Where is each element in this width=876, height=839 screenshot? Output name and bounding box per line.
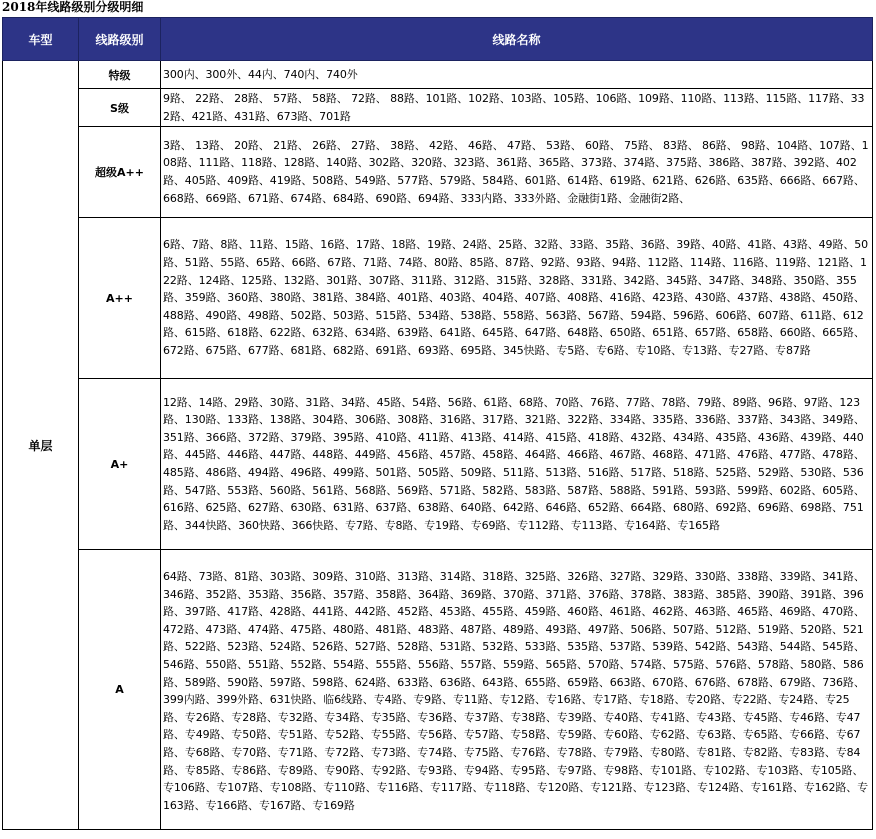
level-cell: 特级 — [79, 61, 161, 89]
level-cell: A — [79, 550, 161, 830]
header-line-names: 线路名称 — [161, 18, 873, 61]
table-row — [3, 550, 873, 830]
page-title: 2018年线路级别分级明细 — [2, 0, 144, 14]
level-cell: S级 — [79, 89, 161, 127]
vehicle-type-cell: 单层 — [3, 61, 79, 830]
header-line-level: 线路级别 — [79, 18, 161, 61]
table-row — [3, 89, 873, 127]
header-vehicle-type: 车型 — [3, 18, 79, 61]
route-level-table — [2, 17, 873, 830]
table-row — [3, 218, 873, 379]
names-cell: 6路、7路、8路、11路、15路、16路、17路、18路、19路、24路、25路、32路、33路、35路、36路、39路、40路、41路、43路、49路、50路、51路、55路、65路、66路、67路、71路、74路、80路、85路、87路、92路、93路、94路、112路、114路、116路、119路、121路、122路、124路、125路、132路、301路、307路、311路、312路、315路、328路、331路、342路、345路、347路、348路、350路、355路、359路、360路、380路、381路、384路、401路、403路、404路、407路、408路、416路、423路、430路、437路、438路、450路、488路、490路、498路、502路、503路、515路、534路、538路、558路、563路、567路、594路、596路、606路、607路、611路、612路、615路、618路、622路、632路、634路、639路、641路、645路、647路、648路、650路、651路、657路、658路、660路、665路、672路、675路、677路、681路、682路、691路、693路、695路、345快路、专5路、专6路、专10路、专13路、专27路、专87路 — [161, 218, 873, 379]
header-row — [3, 18, 873, 61]
level-cell: A++ — [79, 218, 161, 379]
table-row — [3, 379, 873, 550]
level-cell: A+ — [79, 379, 161, 550]
table-row — [3, 61, 873, 89]
names-cell: 300内、300外、44内、740内、740外 — [161, 61, 873, 89]
names-cell: 12路、14路、29路、30路、31路、34路、45路、54路、56路、61路、68路、70路、76路、77路、78路、79路、89路、96路、97路、123路、130路、133路、138路、304路、306路、308路、316路、317路、321路、322路、334路、335路、336路、337路、343路、349路、351路、366路、372路、379路、395路、410路、411路、413路、414路、415路、418路、432路、434路、435路、436路、439路、440路、445路、446路、447路、448路、449路、456路、457路、458路、464路、466路、467路、468路、471路、476路、477路、478路、485路、486路、494路、496路、499路、501路、505路、509路、511路、513路、516路、517路、518路、525路、529路、530路、536路、547路、553路、560路、561路、568路、569路、571路、582路、583路、587路、588路、591路、593路、599路、602路、605路、616路、625路、627路、630路、631路、637路、638路、640路、642路、646路、652路、664路、680路、692路、696路、698路、751路、344快路、360快路、366快路、专7路、专8路、专19路、专69路、专112路、专113路、专164路、专165路 — [161, 379, 873, 550]
names-cell: 3路、 13路、 20路、 21路、 26路、 27路、 38路、 42路、 46路、 47路、 53路、 60路、 75路、 83路、 86路、 98路、104路、107路、108路、111路、118路、128路、140路、302路、320路、323路、361路、365路、373路、374路、375路、386路、387路、392路、402路、405路、409路、419路、508路、549路、577路、579路、584路、601路、614路、619路、621路、626路、635路、666路、667路、668路、669路、671路、674路、684路、690路、694路、333内路、333外路、金融街1路、金融街2路、 — [161, 127, 873, 218]
table-row — [3, 127, 873, 218]
names-cell: 64路、73路、81路、303路、309路、310路、313路、314路、318路、325路、326路、327路、329路、330路、338路、339路、341路、346路、352路、353路、356路、357路、358路、364路、369路、370路、371路、376路、378路、383路、385路、390路、391路、396路、397路、417路、428路、441路、442路、452路、453路、455路、459路、460路、461路、462路、463路、465路、469路、470路、472路、473路、474路、475路、480路、481路、483路、487路、489路、493路、497路、506路、507路、512路、519路、520路、521路、522路、523路、524路、526路、527路、528路、531路、532路、533路、535路、537路、539路、542路、543路、544路、545路、546路、550路、551路、552路、554路、555路、556路、557路、559路、565路、570路、574路、575路、576路、578路、580路、586路、589路、590路、597路、598路、624路、633路、636路、643路、655路、659路、663路、670路、676路、678路、679路、736路、 399内路、399外路、631快路、临6线路、专4路、专9路、专11路、专12路、专16路、专17路、专18路、专20路、专22路、专24路、专25路、专26路、专28路、专32路、专34路、专35路、专36路、专37路、专38路、专39路、专40路、专41路、专43路、专45路、专46路、专47路、专49路、专50路、专51路、专52路、专55路、专56路、专57路、专58路、专59路、专60路、专62路、专63路、专65路、专66路、专67路、专68路、专70路、专71路、专72路、专73路、专74路、专75路、专76路、专78路、专79路、专80路、专81路、专82路、专83路、专84路、专85路、专86路、专89路、专90路、专92路、专93路、专94路、专95路、专97路、专98路、专101路、专102路、专103路、专105路、专106路、专107路、专108路、专110路、专116路、专117路、专118路、专120路、专121路、专123路、专124路、专161路、专162路、专163路、专166路、专167路、专169路 — [161, 550, 873, 830]
names-cell: 9路、 22路、 28路、 57路、 58路、 72路、 88路、101路、102路、103路、105路、106路、109路、110路、113路、115路、117路、332路、421路、431路、673路、701路 — [161, 89, 873, 127]
level-cell: 超级A++ — [79, 127, 161, 218]
